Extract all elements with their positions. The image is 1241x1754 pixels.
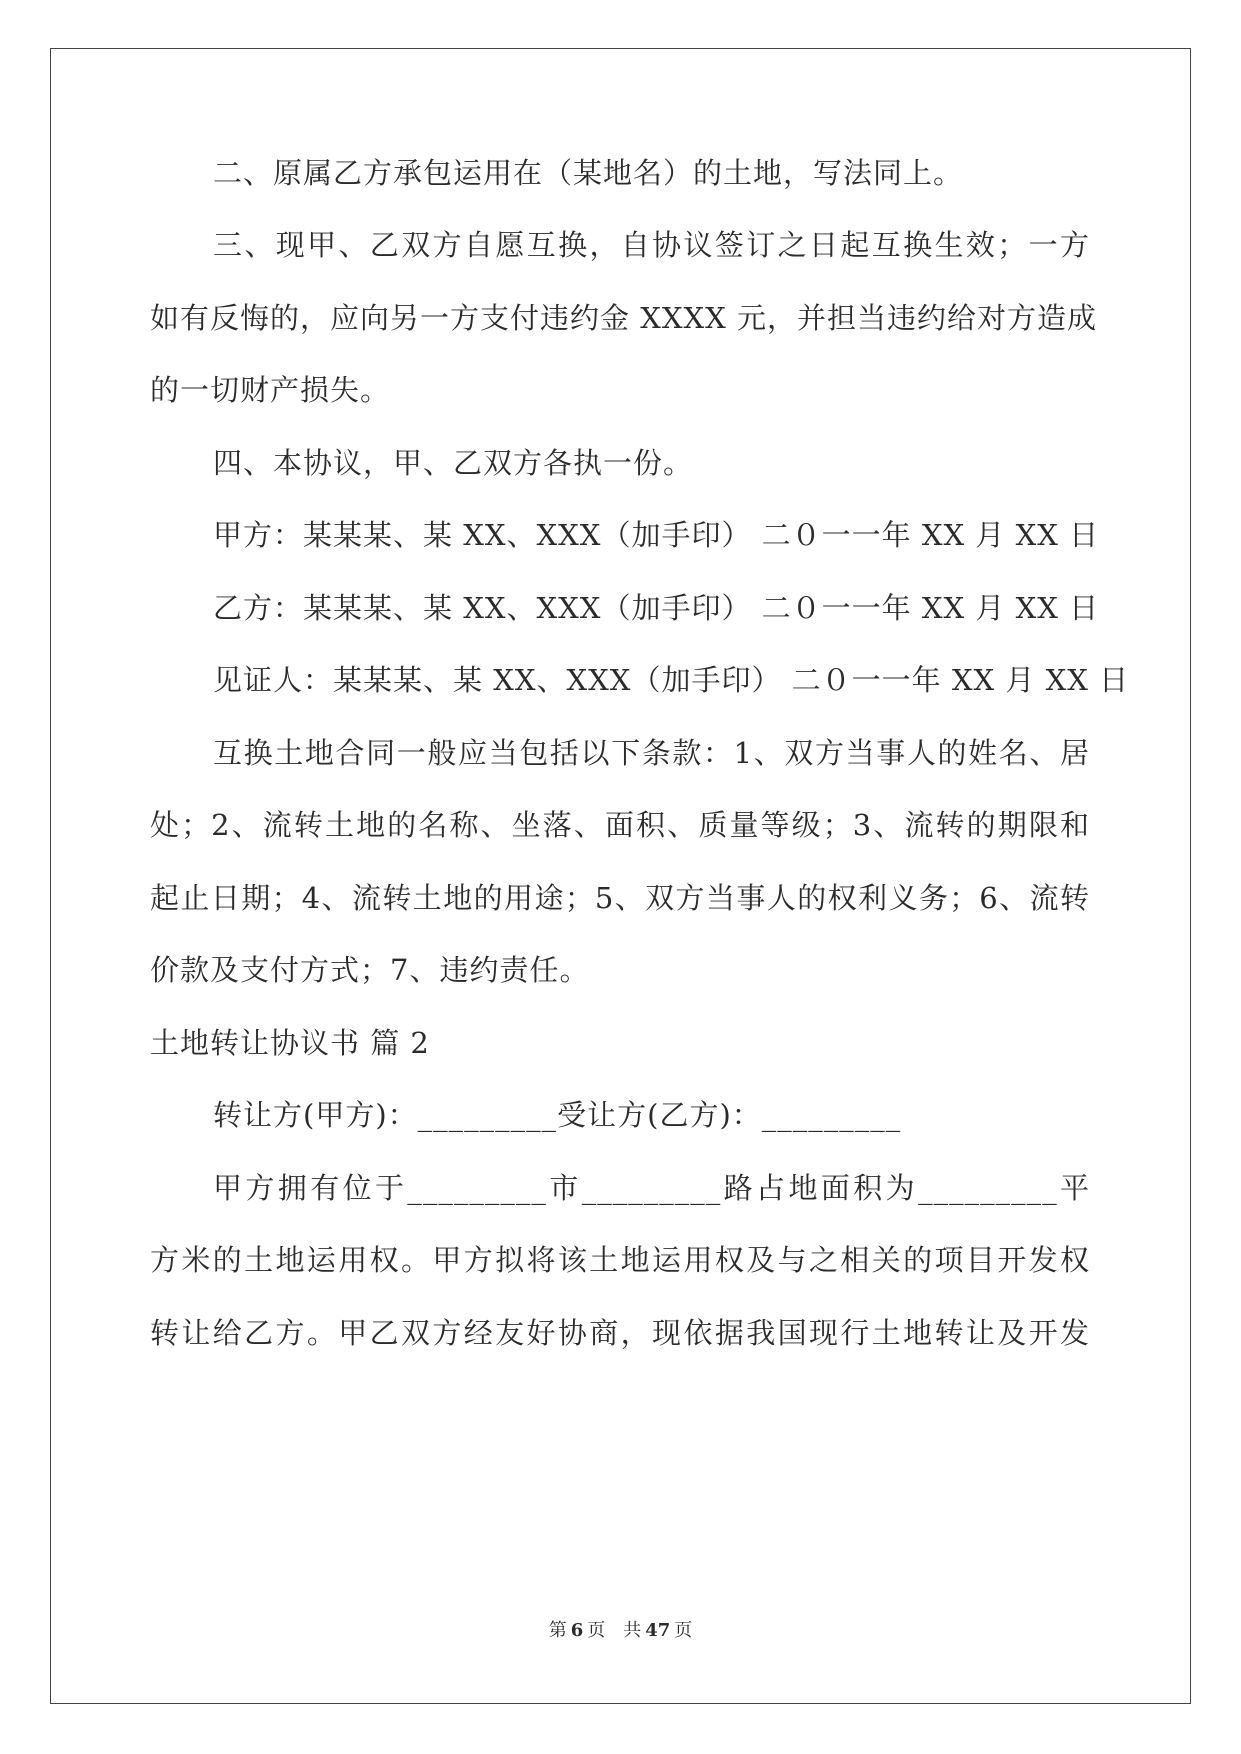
- page-number: 6: [570, 1620, 584, 1641]
- paragraph-line: 如有反悔的，应向另一方支付违约金 XXXX 元，并担当违约给对方造成: [150, 301, 1098, 335]
- paragraph-line: 方米的土地运用权。甲方拟将该土地运用权及与之相关的项目开发权: [150, 1243, 1090, 1277]
- paragraph-line: 价款及支付方式；7、违约责任。: [150, 953, 590, 987]
- section-heading: 土地转让协议书 篇 2: [150, 1026, 430, 1060]
- paragraph-line: 四、本协议，甲、乙双方各执一份。: [213, 446, 694, 480]
- paragraph-line: 的一切财产损失。: [150, 373, 391, 407]
- paragraph-line: 二、原属乙方承包运用在（某地名）的土地，写法同上。: [213, 156, 964, 190]
- paragraph-line: 互换土地合同一般应当包括以下条款：1、双方当事人的姓名、居: [213, 736, 1090, 770]
- signature-line-party-b: 乙方：某某某、某 XX、XXX（加手印） 二０一一年 XX 月 XX 日: [213, 591, 1100, 625]
- page-border: [50, 48, 1191, 1704]
- paragraph-line: 处；2、流转土地的名称、坐落、面积、质量等级；3、流转的期限和: [150, 808, 1090, 842]
- footer-prefix: 第: [548, 1620, 567, 1641]
- signature-line-witness: 见证人：某某某、某 XX、XXX（加手印） 二０一一年 XX 月 XX 日: [213, 663, 1130, 697]
- footer-middle: 页 共: [587, 1620, 642, 1641]
- page-footer: [0, 1620, 1241, 1642]
- paragraph-line: 甲方拥有位于_________市_________路占地面积为_________平: [213, 1171, 1090, 1205]
- signature-line-party-a: 甲方：某某某、某 XX、XXX（加手印） 二０一一年 XX 月 XX 日: [213, 518, 1100, 552]
- paragraph-line: 三、现甲、乙双方自愿互换，自协议签订之日起互换生效；一方: [213, 228, 1090, 262]
- footer-suffix: 页: [674, 1620, 693, 1641]
- paragraph-line: 转让给乙方。甲乙双方经友好协商，现依据我国现行土地转让及开发: [150, 1316, 1090, 1350]
- paragraph-line: 起止日期；4、流转土地的用途；5、双方当事人的权利义务；6、流转: [150, 881, 1090, 915]
- paragraph-line: 转让方(甲方)：_________受让方(乙方)：_________: [213, 1098, 902, 1132]
- total-pages: 47: [645, 1620, 671, 1641]
